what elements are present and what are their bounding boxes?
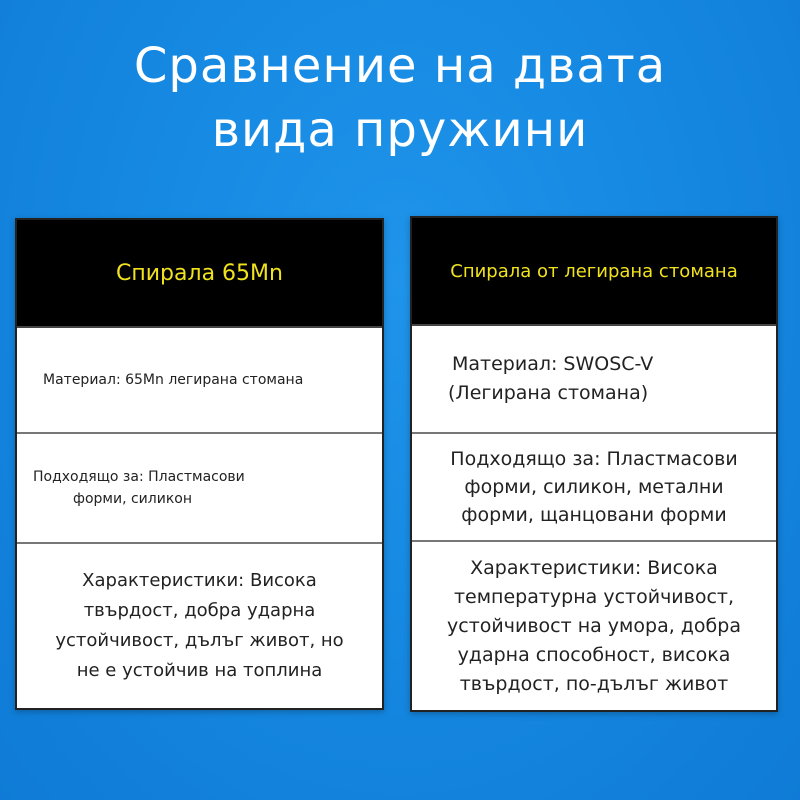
features-row — [17, 544, 382, 708]
title-line-1: Сравнение на двата — [133, 38, 667, 94]
features-line: Характеристики: Висока — [82, 570, 317, 591]
features-line: твърдост, добра ударна — [83, 600, 316, 621]
material-row: Материал: 65Mn легирана стомана — [17, 328, 382, 434]
suitable-line: форми, силикон — [73, 491, 192, 507]
features-line: Характеристики: Висока — [470, 556, 718, 579]
suitable-line: форми, силикон, метални — [464, 476, 724, 498]
material-row — [412, 326, 776, 434]
features-line: не е устойчив на топлина — [76, 660, 323, 681]
card-header: Спирала от легирана стомана — [412, 218, 776, 326]
material-line: (Легирана стомана) — [448, 382, 649, 404]
title-line-2: вида пружини — [211, 102, 589, 158]
features-row — [412, 542, 776, 710]
suitable-line: Подходящо за: Пластмасови — [450, 448, 738, 470]
card-header: Спирала 65Mn — [17, 220, 382, 328]
suitable-line: Подходящо за: Пластмасови — [33, 469, 245, 485]
comparison-card-alloy-steel — [410, 216, 778, 712]
suitable-row — [412, 434, 776, 542]
features-line: температурна устойчивост, — [453, 585, 735, 608]
page-title — [0, 34, 800, 162]
features-line: устойчивост, дълъг живот, но — [55, 630, 344, 651]
features-line: ударна способност, висока — [457, 643, 731, 666]
suitable-row — [17, 434, 382, 544]
comparison-card-65mn — [15, 218, 384, 710]
material-line: Материал: SWOSC-V — [452, 353, 654, 375]
suitable-line: форми, щанцовани форми — [461, 504, 727, 526]
features-line: твърдост, по-дълъг живот — [459, 672, 729, 695]
features-line: устойчивост на умора, добра — [447, 614, 741, 637]
